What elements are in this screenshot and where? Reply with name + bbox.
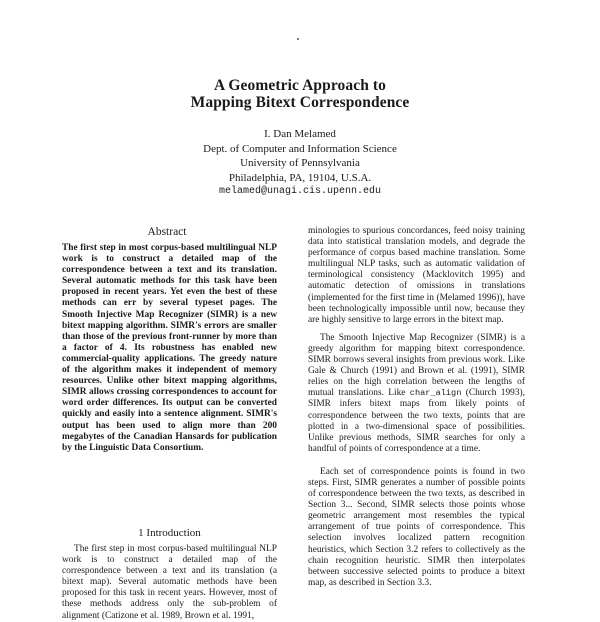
scan-speck: [297, 38, 299, 40]
title-line-2: Mapping Bitext Correspondence: [190, 94, 410, 111]
right-column: [308, 226, 525, 589]
affiliation-city: Philadelphia, PA, 19104, U.S.A.: [228, 171, 372, 184]
author-name: I. Dan Melamed: [264, 128, 336, 140]
section-1-body: [62, 544, 277, 622]
right-paragraph-2-lead: The Smooth Injective Map Recognizer (SIMR) is a greedy algorithm for mapping bitext correspondence. SIMR borrows several insights from previous work. Like Gale & Church (1991) and Brown et al. (1991), SIMR relies on the high correlation between the lengths of mutual translations. Like: [308, 332, 525, 399]
right-paragraph-1: minologies to spurious concordances, feed noisy training data into statistical translation models, and degrade the performance of corpus based machine translation. Some multilingual NLP tasks, such as automatic validation of terminological consistency (Macklovitch 1995) and automatic detection of omissions in translations (implemented for the first time in (Melamed 1996)), have been technologically impossible until now, because they are highly sensitive to large errors in the bitext map.: [308, 226, 525, 325]
section-1-heading: 1 Introduction: [138, 527, 201, 539]
affiliation-dept: Dept. of Computer and Information Science: [203, 142, 397, 155]
title-line-1: A Geometric Approach to: [213, 77, 387, 94]
right-paragraph-3: Each set of correspondence points is found in two steps. First, SIMR generates a number of possible points of correspondence between the two texts, as described in Section 3... Second, SIMR selects those points whose geometric arrangement most resembles the typical arrangement of true points of correspondence. This selection involves localized pattern recognition heuristics, which Section 3.2 refers to collectively as the chain recognition heuristic. SIMR then interpolates between successive selected points to produce a bitext map, as described in Section 3.3.: [308, 466, 525, 588]
affiliation-univ: University of Pennsylvania: [240, 157, 360, 169]
char-align-code: char_align: [409, 388, 462, 399]
author-block: [140, 127, 460, 200]
section-1-paragraph: The first step in most corpus-based multilingual NLP work is to construct a detailed map of the correspondence between a text and its translation (a bitext map). Several automatic methods have been proposed for this task in recent years. However, most of these methods address only the sub-problem of alignment (Catizone et al. 1989, Brown et al. 1991,: [62, 544, 277, 621]
right-paragraph-2-tail: (Church 1993), SIMR infers bitext maps from likely points of correspondence between the two texts, points that are plotted in a two-dimensional space of possibilities. Unlike previous methods, SIMR searches for only a handful of points of correspondence at a time.: [308, 388, 525, 454]
right-paragraph-2: [308, 333, 525, 455]
paper-title: [100, 77, 500, 111]
abstract-heading: Abstract: [147, 226, 187, 238]
author-email: melamed@unagi.cis.upenn.edu: [218, 186, 382, 197]
abstract-body: The first step in most corpus-based multilingual NLP work is to construct a detailed map of the correspondence between a text and its translation. Several automatic methods for this task have been proposed in recent years. Yet even the best of these methods can err by several typeset pages. The Smooth Injective Map Recognizer (SIMR) is a new bitext mapping algorithm. SIMR's errors are smaller than those of the previous front-runner by more than a factor of 4. Its robustness has enabled new commercial-quality applications. The greedy nature of the algorithm makes it independent of memory resources. Unlike other bitext mapping algorithms, SIMR allows crossing correspondences to account for word order differences. Its output can be converted quickly and easily into a sentence alignment. SIMR's output has been used to align more than 200 megabytes of the Canadian Hansards for publication by the Linguistic Data Consortium.: [62, 243, 277, 453]
